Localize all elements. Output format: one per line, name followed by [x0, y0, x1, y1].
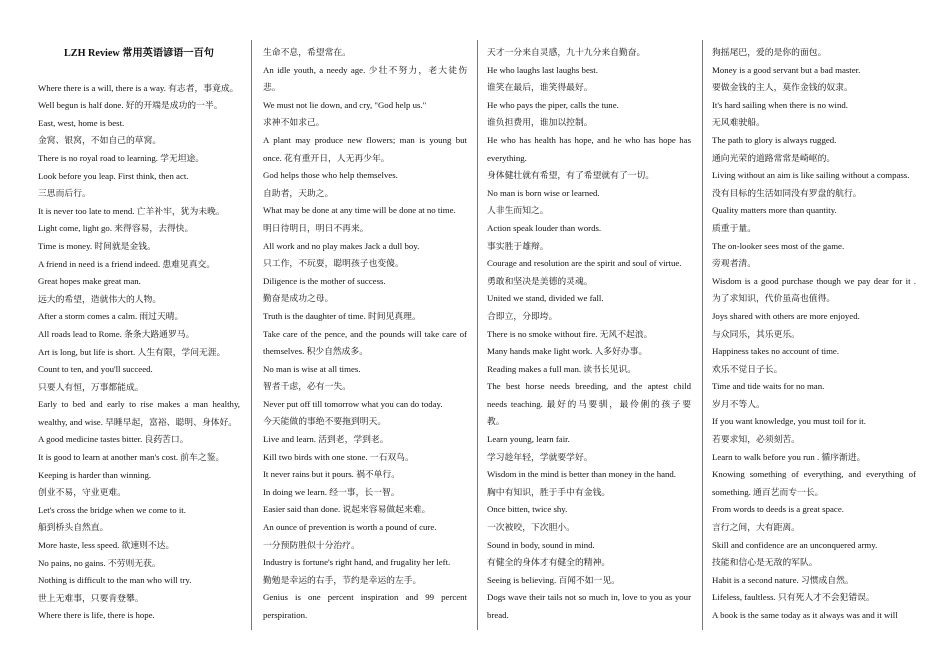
- proverb-line: Seeing is believing. 百闻不如一见。: [487, 574, 620, 585]
- proverb-line: Sound in body, sound in mind.: [487, 539, 595, 550]
- proverb-line: The path to glory is always rugged.: [712, 134, 837, 145]
- proverb-line: 三思而后行。: [38, 188, 91, 199]
- proverb-line: Joys shared with others are more enjoyed.: [712, 310, 860, 321]
- proverb-line: Let's cross the bridge when we come to it.: [38, 504, 186, 515]
- proverb-line: A book is the same today as it always was and it will: [712, 610, 898, 620]
- proverb-line: If you want knowledge, you must toil for it.: [712, 416, 866, 427]
- proverb-line: Once bitten, twice shy.: [487, 504, 568, 515]
- proverb-line: 教。: [487, 416, 505, 427]
- proverb-line: Wisdom is a good purchase though we pay dear for it .: [712, 275, 916, 286]
- proverb-line: everything.: [487, 152, 527, 163]
- proverb-line: 金窝、银窝，不如自己的草窝。: [38, 135, 162, 146]
- document-title: LZH Review 常用英语谚语一百句: [64, 48, 214, 59]
- proverb-line: Courage and resolution are the spirit and soul of virtue.: [487, 258, 682, 269]
- proverb-line: An idle youth, a needy age. 少壮不努力，老大徒伤: [263, 64, 467, 75]
- proverb-line: A plant may produce new flowers; man is young but: [263, 134, 467, 145]
- proverb-line: East, west, home is best.: [38, 117, 125, 128]
- proverb-line: 勤勉是幸运的右手，节约是幸运的左手。: [263, 574, 422, 585]
- proverb-line: 狗摇尾巴，爱的是你的面包。: [712, 47, 827, 57]
- proverb-line: 船到桥头自然直。: [38, 522, 109, 533]
- proverb-line: 没有目标的生活如同没有罗盘的航行。: [712, 187, 862, 198]
- proverb-line: It is never too late to mend. 亡羊补牢，犹为未晚。: [38, 205, 225, 216]
- proverb-line: 言行之间，大有距离。: [712, 522, 800, 533]
- proverb-line: Nothing is difficult to the man who will try.: [38, 575, 192, 586]
- proverb-line: Genius is one percent inspiration and 99 percent: [263, 592, 467, 603]
- proverb-line: It's hard sailing when there is no wind.: [712, 99, 848, 110]
- proverb-line: 谁笑在最后，谁笑得最好。: [487, 82, 593, 93]
- proverb-line: Look before you leap. First think, then act.: [38, 170, 189, 181]
- proverb-line: Habit is a second nature. 习惯成自然。: [712, 574, 854, 585]
- proverb-line: 创业不易，守业更难。: [38, 487, 126, 498]
- proverb-line: 谁负担费用，谁加以控制。: [487, 117, 593, 128]
- proverb-line: Quality matters more than quantity.: [712, 205, 837, 216]
- proverb-line: bread.: [487, 610, 509, 620]
- column-divider: [477, 40, 478, 630]
- column-4: [712, 44, 916, 625]
- proverb-line: 智者千虑，必有一失。: [263, 381, 351, 392]
- proverb-line: Keeping is harder than winning.: [38, 469, 152, 480]
- proverb-line: 质重于量。: [712, 222, 756, 233]
- proverb-line: Knowing something of everything, and everything of: [712, 469, 916, 480]
- proverb-line: 要做金钱的主人，莫作金钱的奴隶。: [712, 82, 853, 93]
- proverb-line: Time is money. 时间就是金钱。: [38, 240, 156, 251]
- proverb-line: It is good to learn at another man's cost. 前车之鉴。: [38, 452, 225, 463]
- proverb-line: Count to ten, and you'll succeed.: [38, 364, 153, 375]
- proverb-line: Dogs wave their tails not so much in, love to you as your: [487, 592, 691, 603]
- proverb-line: There is no royal road to learning. 学无坦途。: [38, 152, 205, 163]
- proverb-line: Skill and confidence are an unconquered army.: [712, 539, 878, 550]
- proverb-line: 人非生而知之。: [487, 205, 549, 216]
- proverb-line: Early to bed and early to rise makes a man healthy,: [38, 399, 240, 410]
- proverb-line: We must not lie down, and cry, "God help us.": [263, 99, 427, 110]
- proverb-line: A friend in need is a friend indeed. 患难见真交。: [38, 258, 216, 269]
- proverb-line: Industry is fortune's right hand, and frugality her left.: [263, 557, 451, 568]
- proverb-line: 若要求知，必须刻苦。: [712, 434, 800, 445]
- proverb-line: Many hands make light work. 人多好办事。: [487, 346, 648, 357]
- proverb-line: 勇敢和坚决是美德的灵魂。: [487, 275, 593, 286]
- proverb-line: Where there is a will, there is a way. 有志者，事竟成。: [38, 82, 239, 93]
- proverb-line: There is no smoke without fire. 无风不起浪。: [487, 328, 653, 339]
- proverb-line: Money is a good servant but a bad master.: [712, 64, 861, 75]
- column-3: [487, 44, 691, 625]
- proverb-line: More haste, less speed. 欲速则不达。: [38, 540, 175, 551]
- proverb-line: 技能和信心是无敌的军队。: [712, 557, 818, 568]
- proverb-line: 只工作，不玩耍，聪明孩子也变傻。: [263, 258, 404, 269]
- proverb-line: He who laughs last laughs best.: [487, 64, 598, 75]
- proverb-line: Easier said than done. 说起来容易做起来难。: [263, 504, 431, 515]
- proverb-line: Art is long, but life is short. 人生有限，学问无涯。: [38, 346, 226, 357]
- proverb-line: Live and learn. 活到老，学到老。: [263, 434, 389, 445]
- proverb-line: Reading makes a full man. 读书长见识。: [487, 363, 637, 374]
- proverb-line: He who pays the piper, calls the tune.: [487, 99, 619, 110]
- proverb-line: 欢乐不觉日子长。: [712, 363, 783, 374]
- proverb-line: themselves. 积少自然成多。: [263, 346, 369, 357]
- proverb-line: Light come, light go. 来得容易，去得快。: [38, 223, 194, 234]
- proverb-line: 远大的希望，造就伟大的人物。: [38, 293, 162, 304]
- proverb-line: Time and tide waits for no man.: [712, 381, 825, 392]
- proverb-line: 无风难驶船。: [712, 117, 765, 128]
- proverb-line: Take care of the pence, and the pounds will take care of: [263, 328, 467, 339]
- column-1: [38, 44, 240, 625]
- proverb-line: 为了求知识，代价虽高也值得。: [712, 293, 836, 304]
- proverb-line: needs teaching. 最好的马要驯，最伶俐的孩子要: [487, 398, 691, 409]
- proverb-line: Living without an aim is like sailing without a compass.: [712, 170, 910, 181]
- proverb-line: 今天能做的事绝不要拖到明天。: [263, 416, 387, 427]
- proverb-line: Action speak louder than words.: [487, 222, 602, 233]
- proverb-line: Truth is the daughter of time. 时间见真理。: [263, 310, 421, 321]
- proverb-line: 胸中有知识，胜于手中有金钱。: [487, 486, 611, 497]
- proverb-line: Kill two birds with one stone. 一石双鸟。: [263, 451, 414, 462]
- proverb-line: 一次被咬，下次胆小。: [487, 522, 575, 533]
- proverb-line: Learn to walk before you run . 循序渐进。: [712, 451, 866, 462]
- proverb-line: An ounce of prevention is worth a pound of cure.: [263, 522, 437, 533]
- proverb-line: 旁观者清。: [712, 258, 756, 269]
- proverb-line: 身体健壮就有希望，有了希望就有了一切。: [487, 170, 655, 181]
- proverb-line: 事实胜于雄辩。: [487, 240, 549, 251]
- proverb-line: 学习趁年轻，学就要学好。: [487, 451, 593, 462]
- proverb-line: 只要人有恒，万事都能成。: [38, 381, 144, 392]
- proverb-line: 明日待明日，明日不再来。: [263, 222, 369, 233]
- proverb-line: 世上无难事，只要肯登攀。: [38, 592, 144, 603]
- proverb-line: something. 通百艺而专一长。: [712, 486, 824, 497]
- proverb-line: Great hopes make great man.: [38, 276, 141, 287]
- proverb-line: 悲。: [263, 82, 281, 93]
- proverb-line: No man is wise at all times.: [263, 363, 361, 374]
- proverb-line: wealthy, and wise. 早睡早起，富裕、聪明、身体好。: [38, 416, 238, 427]
- proverb-line: It never rains but it pours. 祸不单行。: [263, 469, 401, 480]
- proverb-line: 合即立，分即垮。: [487, 310, 558, 321]
- proverb-line: 自助者，天助之。: [263, 187, 334, 198]
- proverb-line: What may be done at any time will be done at no time.: [263, 205, 456, 216]
- proverb-line: No man is born wise or learned.: [487, 187, 600, 198]
- proverb-line: 一分预防胜似十分治疗。: [263, 539, 360, 550]
- proverb-line: After a storm comes a calm. 雨过天晴。: [38, 311, 184, 322]
- proverb-line: Diligence is the mother of success.: [263, 275, 386, 286]
- proverb-line: Where there is life, there is hope.: [38, 610, 155, 621]
- proverb-line: No pains, no gains. 不劳则无获。: [38, 557, 161, 568]
- proverb-line: 与众同乐，其乐更乐。: [712, 328, 800, 339]
- proverb-line: 岁月不等人。: [712, 398, 765, 409]
- column-2: [263, 44, 467, 625]
- proverb-line: Lifeless, faultless. 只有死人才不会犯错误。: [712, 592, 875, 603]
- proverb-line: 有健全的身体才有健全的精神。: [487, 557, 611, 568]
- proverb-line: 天才一分来自灵感，九十九分来自勤奋。: [487, 47, 646, 57]
- proverb-line: Well begun is half done. 好的开端是成功的一半。: [38, 100, 223, 111]
- proverb-line: 求神不如求己。: [263, 117, 325, 128]
- proverb-line: Happiness takes no account of time.: [712, 346, 840, 357]
- proverb-line: The on-looker sees most of the game.: [712, 240, 845, 251]
- proverb-line: In doing we learn. 经一事，长一智。: [263, 486, 400, 497]
- proverb-line: United we stand, divided we fall.: [487, 293, 604, 304]
- proverb-line: God helps those who help themselves.: [263, 170, 398, 181]
- proverb-line: From words to deeds is a great space.: [712, 504, 844, 515]
- proverb-line: Learn young, learn fair.: [487, 434, 570, 445]
- column-divider: [702, 40, 703, 630]
- proverb-line: perspiration.: [263, 610, 308, 620]
- proverb-line: 通向光荣的道路常常是崎岖的。: [712, 152, 836, 163]
- proverb-line: 生命不息，希望常在。: [263, 47, 351, 57]
- proverb-line: Wisdom in the mind is better than money in the hand.: [487, 469, 676, 480]
- proverb-line: He who has health has hope, and he who has hope has: [487, 134, 691, 145]
- proverb-line: once. 花有重开日，人无再少年。: [263, 152, 390, 163]
- proverb-line: A good medicine tastes bitter. 良药苦口。: [38, 434, 189, 445]
- column-divider: [251, 40, 252, 630]
- proverb-line: The best horse needs breeding, and the aptest child: [487, 381, 691, 392]
- proverb-line: All work and no play makes Jack a dull boy.: [263, 240, 420, 251]
- proverb-line: 勤奋是成功之母。: [263, 293, 334, 304]
- proverb-line: All roads lead to Rome. 条条大路通罗马。: [38, 328, 195, 339]
- proverb-line: Never put off till tomorrow what you can do today.: [263, 398, 443, 409]
